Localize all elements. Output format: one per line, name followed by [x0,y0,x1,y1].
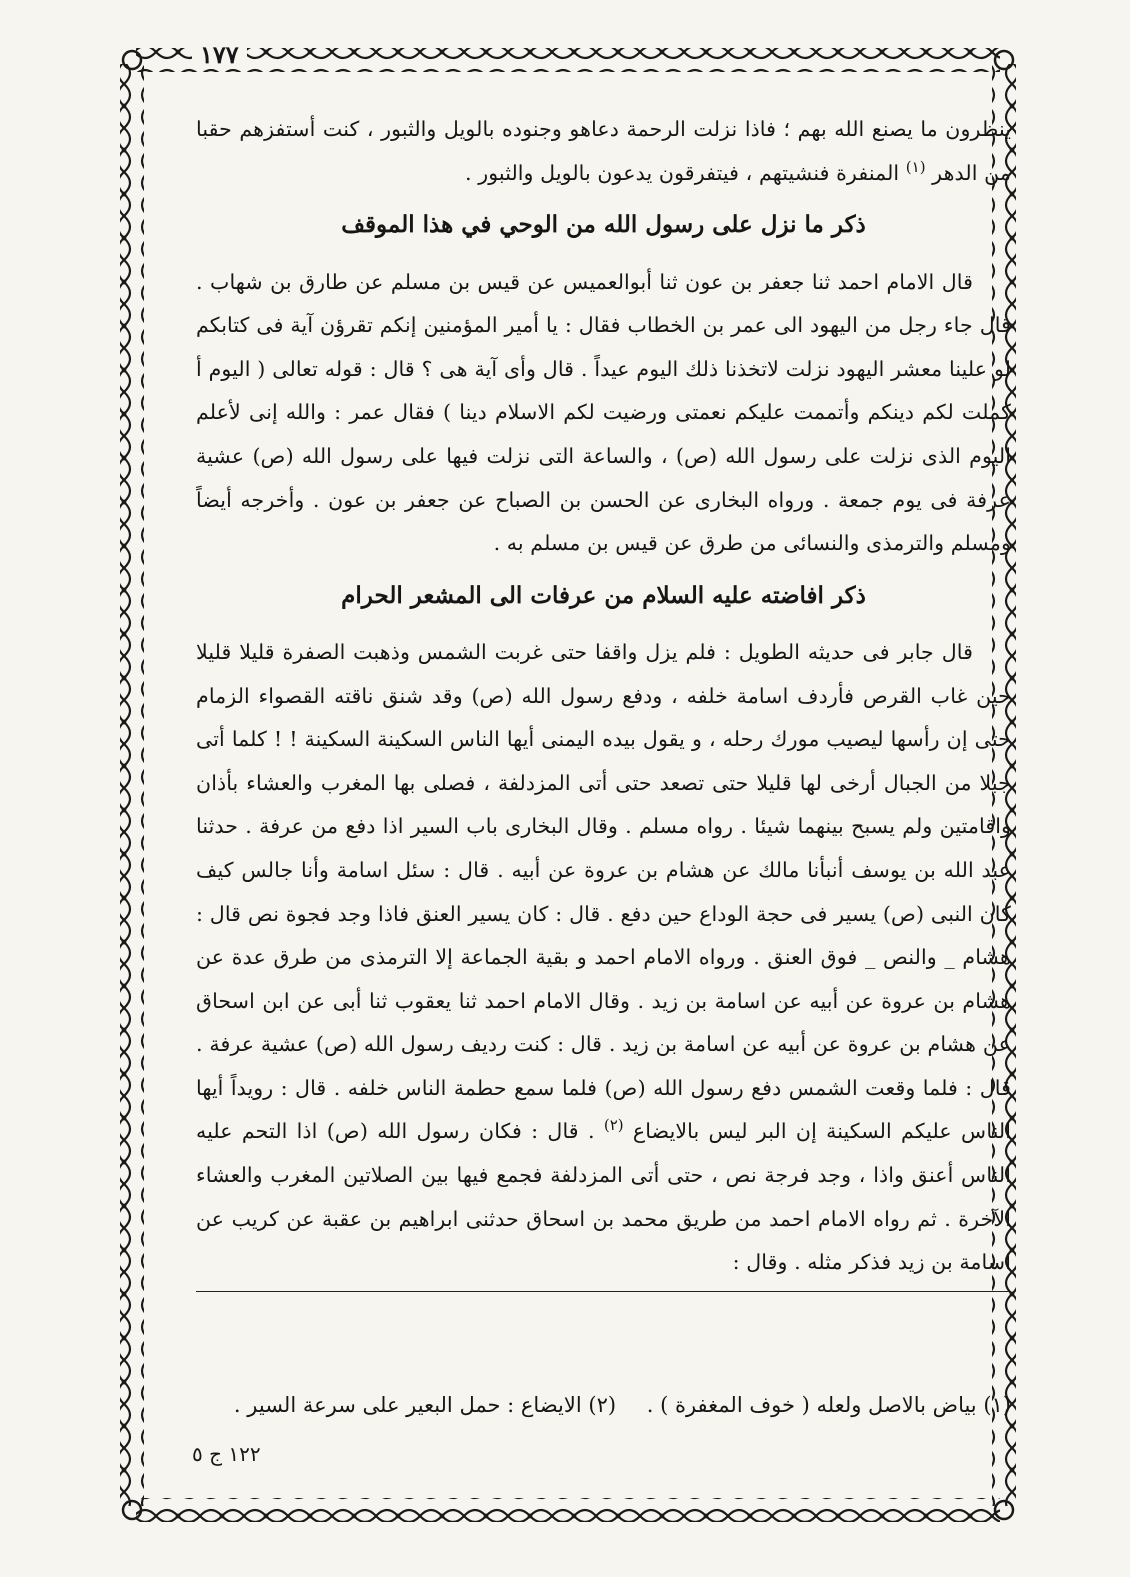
border-bottom [136,1498,1000,1522]
page-number: ١٧٧ [192,40,247,69]
border-left [120,64,144,1506]
border-top [136,48,1000,72]
section-heading-2: ذكر افاضته عليه السلام من عرفات الى المشعر الحرام [341,581,866,609]
footnote-1: (١) بياض بالاصل ولعله ( خوف المغفرة ) . [646,1393,1011,1417]
paragraph-3 [196,631,1011,1284]
footnote-separator [196,1291,1011,1292]
paragraph-1-end: المنفرة فنشيتهم ، فيتفرقون يدعون بالويل والثبور . [465,160,900,185]
paragraph-3-end: . قال : فكان رسول الله (ص) اذا التحم عليه الناس أعنق واذا ، وجد فرجة نص ، حتى أتى المزدلفة فجمع فيها بين الصلاتين المغرب والعشاء الآخرة . ثم رواه الامام احمد من طريق محمد بن اسحاق حدثنى ابراهيم بن عقبة عن كريب عن اسامة بن زيد فذكر مثله . وقال : [196,1119,1011,1275]
section-heading-1: ذكر ما نزل على رسول الله من الوحي في هذا الموقف [341,211,866,239]
footnote-2: (٢) الايضاع : حمل البعير على سرعة السير . [233,1393,617,1417]
footnotes [196,1384,1011,1426]
signature-mark: ١٢٢ ج ٥ [192,1442,261,1466]
paragraph-1 [196,108,1011,195]
paragraph-2: قال الامام احمد ثنا جعفر بن عون ثنا أبوالعميس عن قيس بن مسلم عن طارق بن شهاب . قال جاء رجل من اليهود الى عمر بن الخطاب فقال : يا أمير المؤمنين إنكم تقرؤن آية فى كتابكم لو علينا معشر اليهود نزلت لاتخذنا ذلك اليوم عيداً . قال وأى آية هى ؟ قال : قوله تعالى ( اليوم أ كملت لكم دينكم وأتممت عليكم نعمتى ورضيت لكم الاسلام دينا ) فقال عمر : والله إنى لأعلم اليوم الذى نزلت على رسول الله (ص) ، والساعة التى نزلت فيها على رسول الله (ص) عشية عرفة فى يوم جمعة . ورواه البخارى عن الحسن بن الصباح عن جعفر بن عون . وأخرجه أيضاً ومسلم والترمذى والنسائى من طرق عن قيس بن مسلم به . [196,269,1011,556]
paragraph-3-text: قال جابر فى حديثه الطويل : فلم يزل واقفا حتى غربت الشمس وذهبت الصفرة قليلا قليلا حين غاب القرص فأردف اسامة خلفه ، ودفع رسول الله (ص) وقد شنق ناقته القصواء الزمام حتى إن رأسها ليصيب مورك رحله ، و يقول بيده اليمنى أيها الناس السكينة السكينة ! ! كلما أتى جبلا من الجبال أرخى لها قليلا حتى تصعد حتى أتى المزدلفة ، فصلى بها المغرب والعشاء بأذان واقامتين ولم يسبح بينهما شيئا . رواه مسلم . وقال البخارى باب السير اذا دفع من عرفة . حدثنا عبد الله بن يوسف أنبأنا مالك عن هشام بن عروة عن أبيه . قال : سئل اسامة وأنا جالس كيف كان النبى (ص) يسير فى حجة الوداع حين دفع . قال : كان يسير العنق فاذا وجد فجوة نص قال : هشام _ والنص _ فوق العنق . ورواه الامام احمد و بقية الجماعة إلا الترمذى من طرق عدة عن هشام بن عروة عن أبيه عن اسامة بن زيد . وقال الامام احمد ثنا يعقوب ثنا أبى عن ابن اسحاق عن هشام بن عروة عن أبيه عن اسامة بن زيد . قال : كنت رديف رسول الله (ص) عشية عرفة . قال : فلما وقعت الشمس دفع رسول الله (ص) فلما سمع حطمة الناس خلفه . قال : رويداً أيها الناس عليكم السكينة إن البر ليس بالايضاع [196,640,1012,1144]
paragraph-1-text: ينظرون ما يصنع الله بهم ؛ فاذا نزلت الرحمة دعاهو وجنوده بالويل والثبور ، كنت أستفزهم حقبا من الدهر [196,117,1011,185]
footnote-ref-2: (٢) [603,1116,624,1135]
main-text [196,108,1011,1292]
footnote-ref-1: (١) [905,157,926,176]
